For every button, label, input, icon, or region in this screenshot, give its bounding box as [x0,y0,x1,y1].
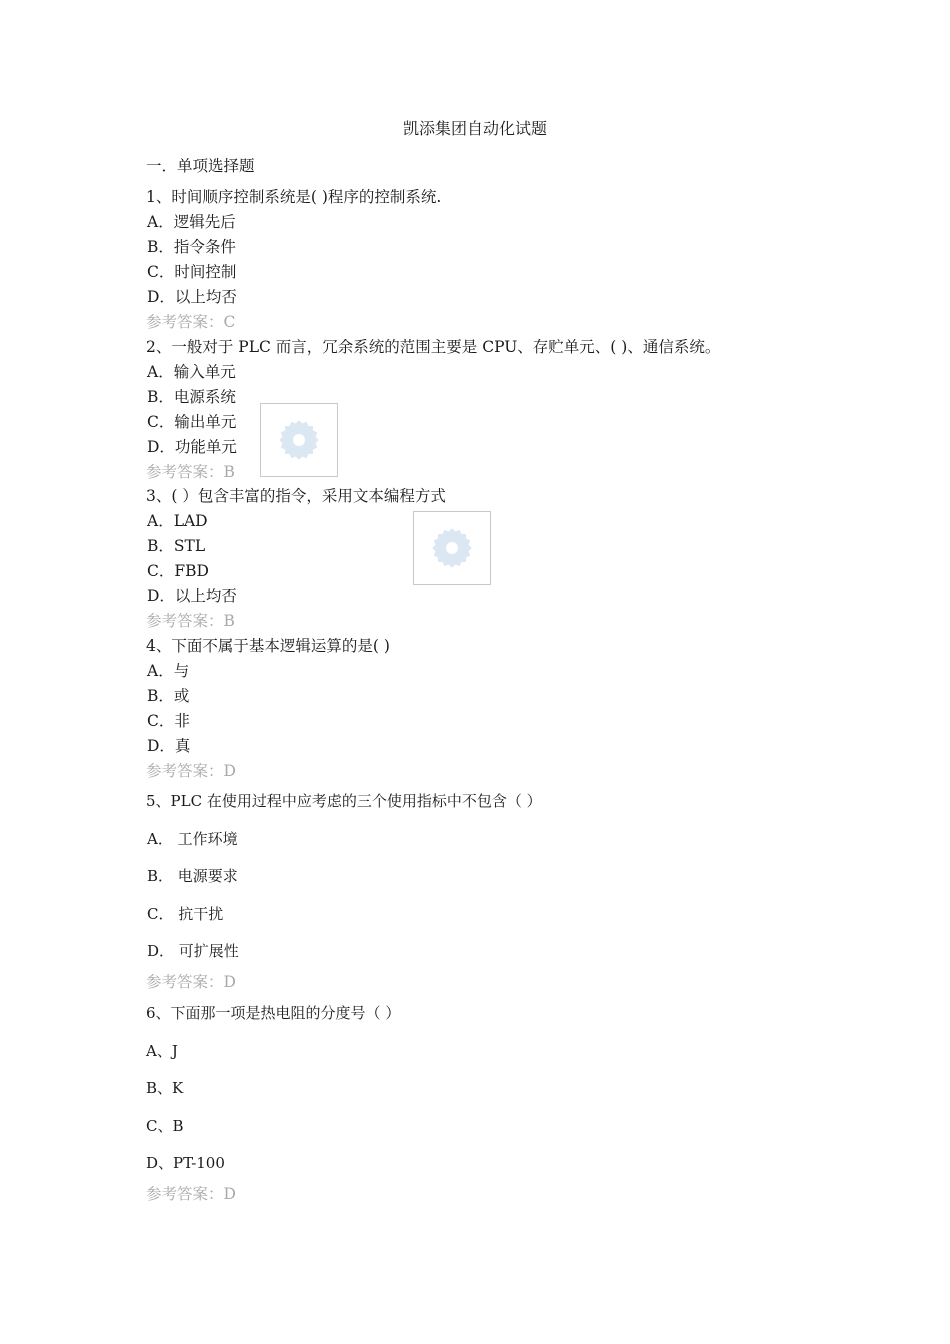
watermark-image [413,511,491,585]
question-6-option-d: D、PT-100 [146,1154,225,1172]
question-2-option-a: A．输入单元 [147,363,236,381]
question-4-stem: 4、下面不属于基本逻辑运算的是( ) [146,637,390,655]
question-4-answer: 参考答案：D [146,762,236,780]
question-2-answer: 参考答案：B [146,463,235,481]
section-heading: 一．单项选择题 [146,157,255,175]
question-6-answer: 参考答案：D [146,1185,236,1203]
question-1-option-d: D．以上均否 [147,288,237,306]
question-3-stem: 3、( ）包含丰富的指令，采用文本编程方式 [146,487,446,505]
question-2-option-c: C．输出单元 [147,413,237,431]
question-3-option-c: C．FBD [147,562,209,580]
watermark-image [260,403,338,477]
question-6-stem: 6、下面那一项是热电阻的分度号（ ） [146,1004,401,1022]
document-title: 凯添集团自动化试题 [402,119,547,138]
question-4-option-a: A．与 [147,662,190,680]
question-3-option-b: B．STL [147,537,206,555]
question-3-option-a: A．LAD [147,512,208,530]
question-2-option-d: D．功能单元 [147,438,237,456]
question-1-stem: 1、时间顺序控制系统是( )程序的控制系统. [146,188,442,206]
question-5-option-b: B． 电源要求 [147,867,238,885]
question-3-option-d: D．以上均否 [147,587,237,605]
question-3-answer: 参考答案：B [146,612,235,630]
question-6-option-a: A、J [146,1042,178,1060]
question-2-stem: 2、一般对于 PLC 而言，冗余系统的范围主要是 CPU、存贮单元、( )、通信系统。 [146,338,721,356]
question-5-option-c: C． 抗干扰 [147,905,224,923]
question-2-option-b: B．电源系统 [147,388,236,406]
question-5-option-d: D． 可扩展性 [147,942,239,960]
question-4-option-d: D．真 [147,737,191,755]
question-1-answer: 参考答案：C [146,313,236,331]
question-6-option-b: B、K [146,1079,184,1097]
question-1-option-a: A．逻辑先后 [147,213,236,231]
question-1-option-b: B．指令条件 [147,238,236,256]
question-5-stem: 5、PLC 在使用过程中应考虑的三个使用指标中不包含（ ） [146,792,542,810]
question-4-option-c: C．非 [147,712,190,730]
question-6-option-c: C、B [146,1117,184,1135]
question-5-answer: 参考答案：D [146,973,236,991]
question-1-option-c: C．时间控制 [147,263,237,281]
question-5-option-a: A． 工作环境 [147,830,238,848]
question-4-option-b: B．或 [147,687,190,705]
